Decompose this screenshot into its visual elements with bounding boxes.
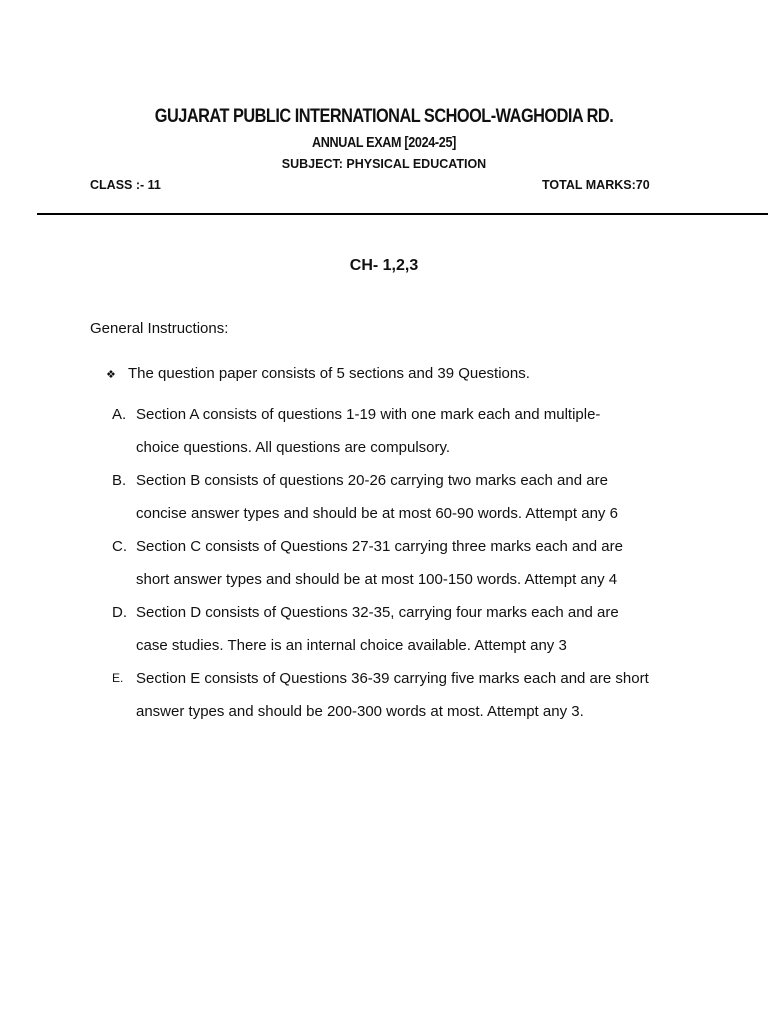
section-line: answer types and should be 200-300 words at most. Attempt any 3. (136, 703, 584, 720)
section-line: Section B consists of questions 20-26 carrying two marks each and are (136, 472, 608, 489)
section-line: Section E consists of Questions 36-39 carrying five marks each and are short (136, 670, 649, 687)
chapters-heading: CH- 1,2,3 (349, 257, 419, 274)
section-item-d (112, 596, 712, 662)
section-item-b (112, 464, 712, 530)
section-item-e (112, 662, 712, 728)
section-line: Section C consists of Questions 27-31 carrying three marks each and are (136, 538, 623, 555)
section-item-a (112, 398, 712, 464)
section-line: short answer types and should be at most 100-150 words. Attempt any 4 (136, 571, 618, 588)
section-line: Section D consists of Questions 32-35, carrying four marks each and are (136, 604, 619, 621)
section-item-c (112, 530, 712, 596)
section-line: Section A consists of questions 1-19 with one mark each and multiple- (136, 406, 601, 423)
section-line: concise answer types and should be at most 60-90 words. Attempt any 6 (136, 505, 618, 522)
class-label: CLASS :- 11 (90, 178, 161, 192)
section-letter: E. (112, 671, 124, 685)
section-line: case studies. There is an internal choice available. Attempt any 3 (136, 637, 567, 654)
section-letter: D. (112, 604, 127, 621)
school-name: GUJARAT PUBLIC INTERNATIONAL SCHOOL-WAGHODIA RD. (154, 106, 614, 127)
section-line: choice questions. All questions are compulsory. (136, 439, 451, 456)
total-marks: TOTAL MARKS:70 (542, 178, 650, 192)
bullet-text: The question paper consists of 5 sections and 39 Questions. (128, 365, 530, 382)
section-letter: A. (112, 406, 127, 423)
instruction-bullet (106, 365, 530, 382)
section-letter: B. (112, 472, 127, 489)
diamond-bullet-icon: ❖ (106, 369, 116, 381)
section-list (112, 398, 712, 728)
exam-name: ANNUAL EXAM [2024-25] (312, 134, 456, 151)
instructions-heading: General Instructions: (90, 320, 229, 337)
header-divider (37, 213, 768, 215)
subject-title: SUBJECT: PHYSICAL EDUCATION (281, 157, 487, 171)
section-letter: C. (112, 538, 127, 555)
